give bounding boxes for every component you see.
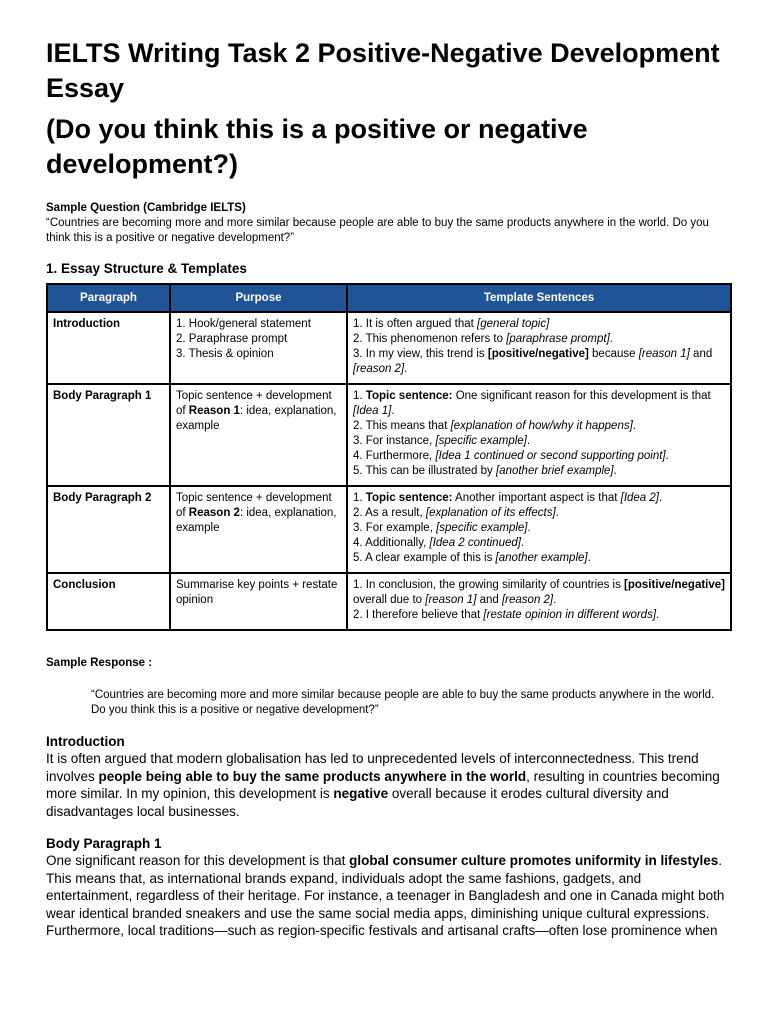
cell-templates	[347, 573, 731, 630]
text-run: 1.	[353, 390, 366, 402]
text-run: [specific example]	[436, 522, 528, 534]
text-run: 2. This means that	[353, 420, 451, 432]
cell-templates	[347, 384, 731, 486]
table-header-row	[47, 284, 731, 312]
table-body	[47, 312, 731, 630]
introduction-heading: Introduction	[46, 734, 125, 749]
text-run: , resulting in countries becoming more similar. In my opinion, this development is	[46, 768, 720, 801]
text-run: [Idea 1]	[353, 405, 392, 417]
table-row	[47, 384, 731, 486]
text-run: .	[526, 435, 531, 447]
text-run: One significant reason for this development is that	[452, 390, 711, 402]
text-run: It is often argued that modern globalisation has led to unprecedented levels of interconnectedness. This trend involves	[46, 751, 699, 784]
text-run: [restate opinion in different words]	[483, 609, 657, 621]
cell-purpose	[170, 486, 347, 573]
table-row	[47, 312, 731, 384]
template-sentence	[353, 578, 725, 608]
text-run: 5. This can be illustrated by	[353, 465, 496, 477]
text-run: .	[527, 522, 531, 534]
table-row	[47, 486, 731, 573]
text-run: and	[476, 594, 502, 606]
text-run: 3. In my view, this trend is	[353, 348, 488, 360]
text-run: 1. In conclusion, the growing similarity of countries is	[353, 579, 625, 591]
purpose-line	[176, 389, 341, 434]
body-paragraph-1-heading: Body Paragraph 1	[46, 836, 162, 851]
text-run: Reason 2	[188, 507, 240, 519]
cell-paragraph: Body Paragraph 2	[47, 486, 170, 573]
text-run: Another important aspect is that	[452, 492, 621, 504]
text-run: [Idea 1 continued or second supporting point]	[435, 450, 666, 462]
body-paragraph-1-text	[46, 852, 730, 940]
text-run: [reason 1]	[638, 348, 690, 360]
text-run: .	[555, 507, 559, 519]
sample-question-label: Sample Question (Cambridge IELTS)	[46, 202, 246, 214]
table-header-purpose: Purpose	[170, 284, 347, 312]
template-sentence	[353, 434, 725, 449]
text-run: [another brief example]	[495, 465, 614, 477]
template-sentence	[353, 506, 725, 521]
cell-purpose	[170, 384, 347, 486]
text-run: Topic sentence:	[365, 390, 453, 402]
essay-structure-table	[46, 283, 732, 631]
table-header-paragraph: Paragraph	[47, 284, 170, 312]
text-run: 3. For example,	[353, 522, 437, 534]
template-sentence	[353, 419, 725, 434]
text-run: 1. It is often argued that	[353, 318, 478, 330]
text-run: 2. As a result,	[353, 507, 426, 519]
text-run: .	[656, 609, 660, 621]
text-run: people being able to buy the same products anywhere in the world	[98, 768, 527, 784]
template-sentence	[353, 449, 725, 464]
text-run: [general topic]	[477, 318, 550, 330]
template-sentence	[353, 536, 725, 551]
text-run: Topic sentence:	[365, 492, 453, 504]
text-run: .	[404, 363, 408, 375]
template-sentence	[353, 551, 725, 566]
text-run: .	[609, 333, 613, 345]
text-run: 5. A clear example of this is	[353, 552, 496, 564]
text-run: .	[632, 420, 636, 432]
text-run: [explanation of its effects]	[425, 507, 556, 519]
page-title: IELTS Writing Task 2 Positive-Negative Development Essay	[46, 38, 720, 103]
text-run: : idea, explanation, example	[176, 507, 337, 534]
text-run: 3. For instance,	[353, 435, 436, 447]
template-sentence	[353, 317, 725, 332]
text-run: because	[588, 348, 639, 360]
sample-response-label: Sample Response :	[46, 657, 153, 669]
text-run: Reason 1	[188, 405, 240, 417]
text-run: global consumer culture promotes uniformity in lifestyles	[349, 853, 719, 868]
text-run: Topic sentence + development of	[176, 390, 332, 417]
template-sentence	[353, 332, 725, 347]
purpose-line: Summarise key points + restate opinion	[176, 579, 338, 606]
cell-purpose	[170, 573, 347, 630]
text-run: and	[689, 348, 713, 360]
text-run: 2. I therefore believe that	[353, 609, 484, 621]
template-sentence	[353, 521, 725, 536]
text-run: [explanation of how/why it happens]	[450, 420, 633, 432]
text-run: overall due to	[353, 594, 426, 606]
text-run: [another example]	[495, 552, 588, 564]
cell-paragraph: Introduction	[47, 312, 170, 384]
cell-templates	[347, 312, 731, 384]
text-run: 1.	[353, 492, 366, 504]
cell-paragraph: Body Paragraph 1	[47, 384, 170, 486]
text-run: [Idea 2]	[620, 492, 659, 504]
purpose-line: 3. Thesis & opinion	[176, 348, 274, 360]
table-row	[47, 573, 731, 630]
text-run: [positive/negative]	[624, 579, 725, 591]
text-run: [paraphrase prompt]	[506, 333, 610, 345]
cell-templates	[347, 486, 731, 573]
template-sentence	[353, 347, 725, 377]
text-run: 4. Furthermore,	[353, 450, 436, 462]
cell-paragraph: Conclusion	[47, 573, 170, 630]
text-run: : idea, explanation, example	[176, 405, 337, 432]
document-content	[46, 36, 730, 940]
purpose-line: 2. Paraphrase prompt	[176, 333, 288, 345]
sample-response-quote: “Countries are becoming more and more similar because people are able to buy the same products anywhere in the world. Do you think this is a positive or negative development?”	[91, 689, 715, 716]
template-sentence	[353, 389, 725, 419]
text-run: [reason 2]	[353, 363, 405, 375]
text-run: negative	[333, 786, 389, 801]
text-run: .	[391, 405, 395, 417]
cell-purpose	[170, 312, 347, 384]
text-run: overall because it erodes cultural diversity and disadvantages local businesses.	[46, 786, 669, 819]
text-run: Topic sentence + development of	[176, 492, 332, 519]
page-subtitle: (Do you think this is a positive or negative development?)	[46, 114, 588, 179]
text-run: [positive/negative]	[487, 348, 589, 360]
section-heading-structure: 1. Essay Structure & Templates	[46, 261, 247, 276]
text-run: .	[665, 450, 669, 462]
introduction-paragraph	[46, 750, 730, 820]
text-run: 4. Additionally,	[353, 537, 430, 549]
text-run: .	[553, 594, 557, 606]
table-header-templates: Template Sentences	[347, 284, 731, 312]
sample-question-text: “Countries are becoming more and more similar because people are able to buy the same products anywhere in the world. Do you think this is a positive or negative development?”	[46, 217, 709, 244]
text-run: . This means that, as international brands expand, individuals adopt the same fashions, gadgets, and entertainment, regardless of their heritage. For instance, a teenager in Bangladesh and one in Canada might both wear identical branded sneakers and use the same social media apps, diminishing unique cultural expressions. Furthermore, local traditions—such as region-specific festivals and artisanal crafts—often lose prominence when	[46, 853, 725, 938]
text-run: [reason 2]	[501, 594, 554, 606]
text-run: [specific example]	[435, 435, 527, 447]
text-run: .	[587, 552, 591, 564]
purpose-line: 1. Hook/general statement	[176, 318, 311, 330]
text-run: .	[520, 537, 525, 549]
template-sentence	[353, 491, 725, 506]
text-run: 2. This phenomenon refers to	[353, 333, 507, 345]
text-run: [Idea 2 continued]	[429, 537, 521, 549]
template-sentence	[353, 464, 725, 479]
text-run: .	[659, 492, 663, 504]
template-sentence	[353, 608, 725, 623]
purpose-line	[176, 491, 341, 536]
text-run: .	[613, 465, 617, 477]
text-run: [reason 1]	[425, 594, 477, 606]
text-run: One significant reason for this development is that	[46, 853, 350, 868]
